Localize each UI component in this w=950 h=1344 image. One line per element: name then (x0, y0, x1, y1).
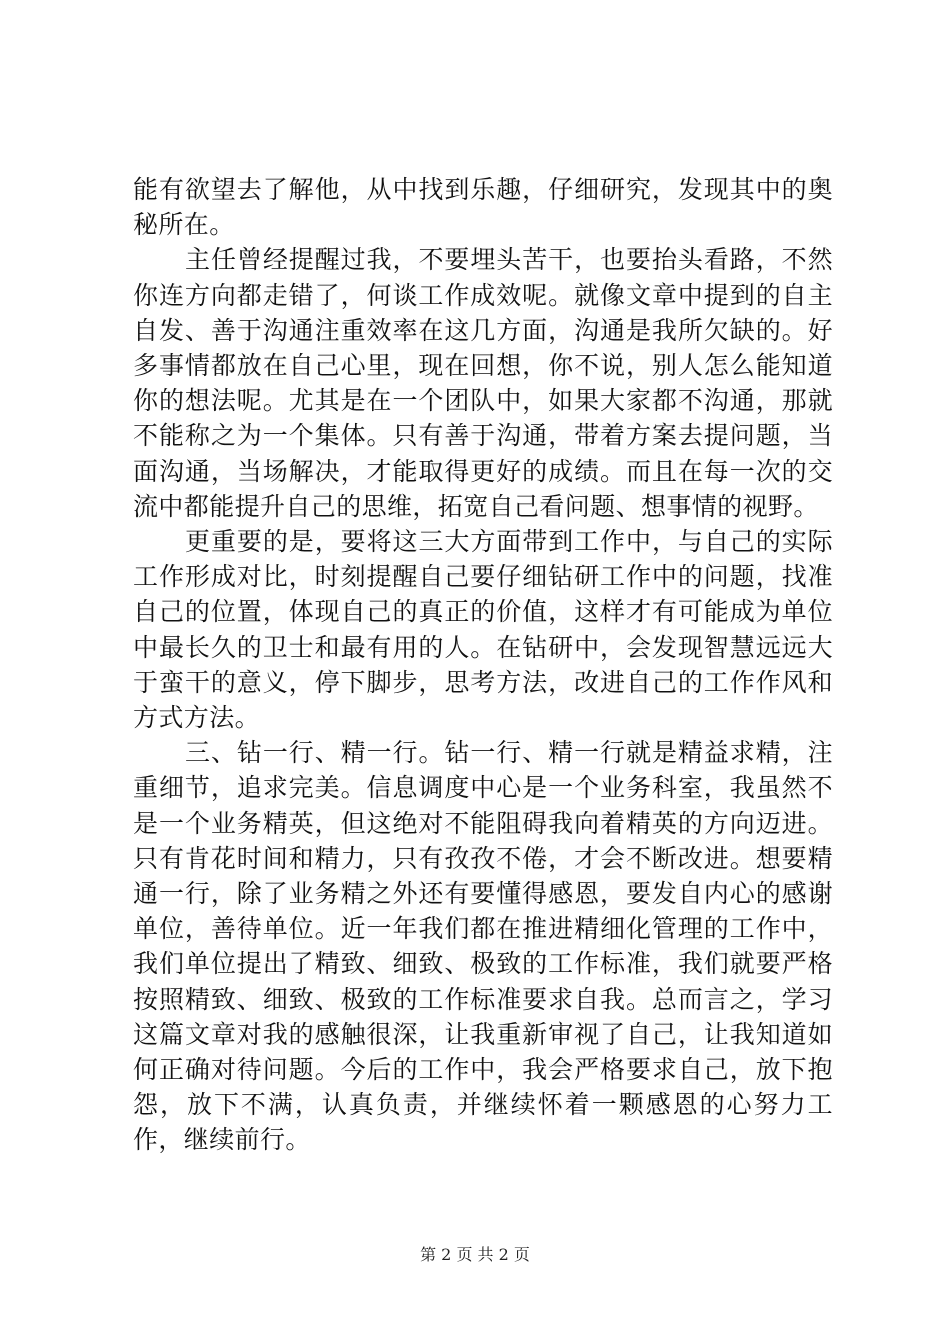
paragraph-section-three: 三、钻一行、精一行。钻一行、精一行就是精益求精，注重细节，追求完美。信息调度中心是一个业务科室，我虽然不是一个业务精英，但这绝对不能阻碍我向着精英的方向迈进。只有肯花时间和精力，只有孜孜不倦，才会不断改进。想要精通一行，除了业务精之外还有要懂得感恩，要发自内心的感谢单位，善待单位。近一年我们都在推进精细化管理的工作中，我们单位提出了精致、细致、极致的工作标准，我们就要严格按照精致、细致、极致的工作标准要求自我。总而言之，学习这篇文章对我的感触很深，让我重新审视了自己，让我知道如何正确对待问题。今后的工作中，我会严格要求自己，放下抱怨，放下不满，认真负责，并继续怀着一颗感恩的心努力工作，继续前行。 (133, 738, 833, 1155)
page-number-footer: 第 2 页 共 2 页 (420, 1245, 530, 1264)
paragraph-communication: 主任曾经提醒过我，不要埋头苦干，也要抬头看路，不然你连方向都走错了，何谈工作成效呢。就像文章中提到的自主自发、善于沟通注重效率在这几方面，沟通是我所欠缺的。好多事情都放在自己心里，现在回想，你不说，别人怎么能知道你的想法呢。尤其是在一个团队中，如果大家都不沟通，那就不能称之为一个集体。只有善于沟通，带着方案去提问题，当面沟通，当场解决，才能取得更好的成绩。而且在每一次的交流中都能提升自己的思维，拓宽自己看问题、想事情的视野。 (133, 245, 833, 521)
document-body (133, 172, 833, 1158)
paragraph-continuation: 能有欲望去了解他，从中找到乐趣，仔细研究，发现其中的奥秘所在。 (133, 175, 833, 240)
paragraph-importance: 更重要的是，要将这三大方面带到工作中，与自己的实际工作形成对比，时刻提醒自己要仔细钻研工作中的问题，找准自己的位置，体现自己的真正的价值，这样才有可能成为单位中最长久的卫士和最有用的人。在钻研中，会发现智慧远远大于蛮干的意义，停下脚步，思考方法，改进自己的工作作风和方式方法。 (133, 527, 833, 733)
